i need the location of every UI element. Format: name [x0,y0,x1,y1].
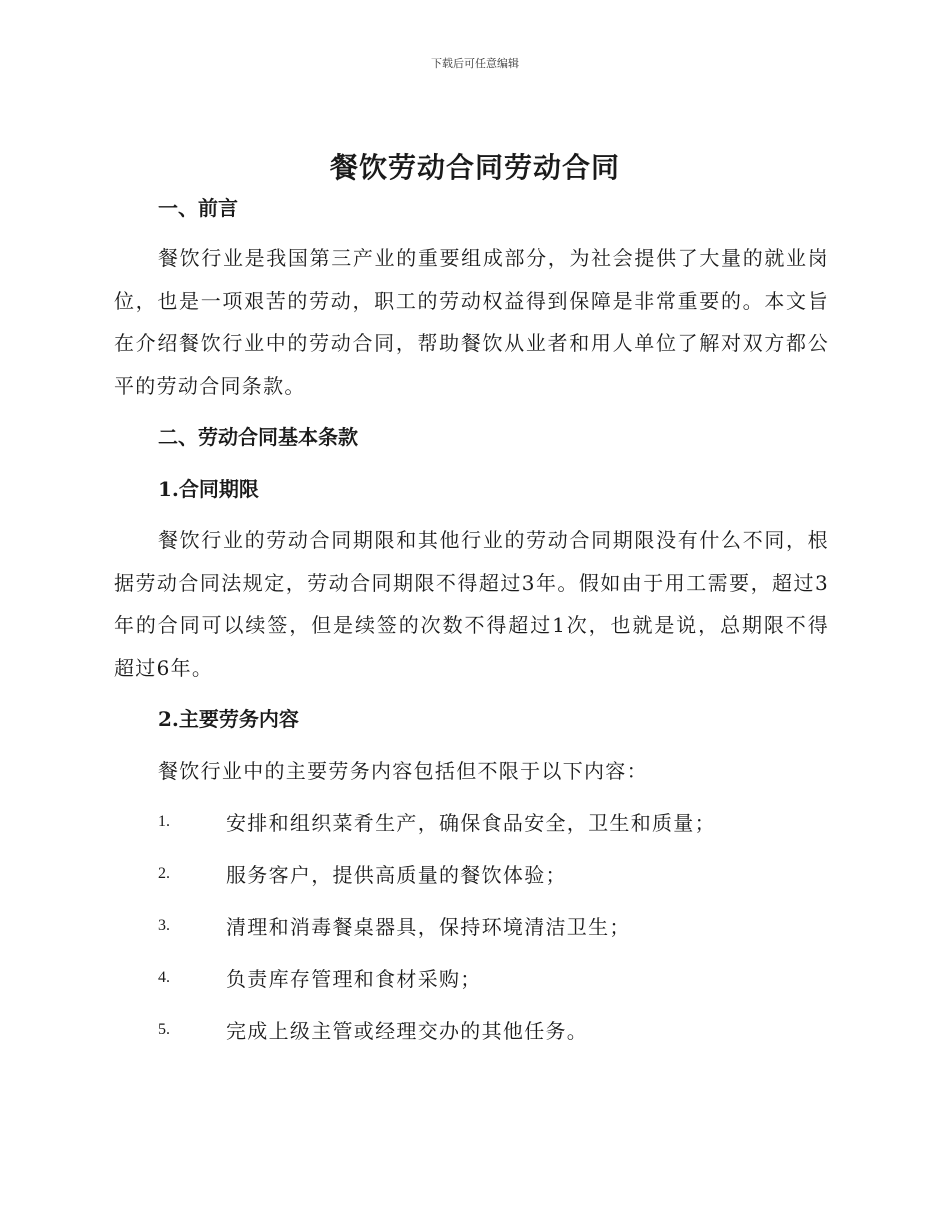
duties-intro-text: 餐饮行业中的主要劳务内容包括但不限于以下内容： [158,759,648,783]
list-item [0,965,950,993]
list-item-text: 安排和组织菜肴生产，确保食品安全，卫生和质量； [226,811,716,835]
subheading-main-duties: 2.主要劳务内容 [158,707,299,731]
list-item-number: 3. [158,917,170,934]
document-title: 餐饮劳动合同劳动合同 [329,151,620,184]
page-header-note: 下载后可任意编辑 [431,57,519,70]
list-item [0,809,950,837]
list-item-text: 服务客户，提供高质量的餐饮体验； [226,863,567,887]
list-item-number: 4. [158,969,170,986]
subheading-contract-term: 1.合同期限 [158,477,259,501]
list-item [0,913,950,941]
list-item-number: 1. [158,813,170,830]
section-heading-preface: 一、前言 [158,196,238,220]
list-item-text: 负责库存管理和食材采购； [226,967,482,991]
list-item-text: 完成上级主管或经理交办的其他任务。 [226,1019,589,1043]
contract-term-paragraph: 餐饮行业的劳动合同期限和其他行业的劳动合同期限没有什么不同，根据劳动合同法规定，劳动合同期限不得超过3年。假如由于用工需要，超过3年的合同可以续签，但是续签的次数不得超过1次，也就是说，总期限不得超过6年。 [114,528,829,680]
list-item-number: 5. [158,1021,170,1038]
list-item-number: 2. [158,865,170,882]
list-item [0,1017,950,1045]
preface-paragraph: 餐饮行业是我国第三产业的重要组成部分，为社会提供了大量的就业岗位，也是一项艰苦的劳动，职工的劳动权益得到保障是非常重要的。本文旨在介绍餐饮行业中的劳动合同，帮助餐饮从业者和用人单位了解对双方都公平的劳动合同条款。 [114,246,829,398]
section-heading-basic-terms: 二、劳动合同基本条款 [158,425,358,449]
list-item-text: 清理和消毒餐桌器具，保持环境清洁卫生； [226,915,631,939]
list-item [0,861,950,889]
